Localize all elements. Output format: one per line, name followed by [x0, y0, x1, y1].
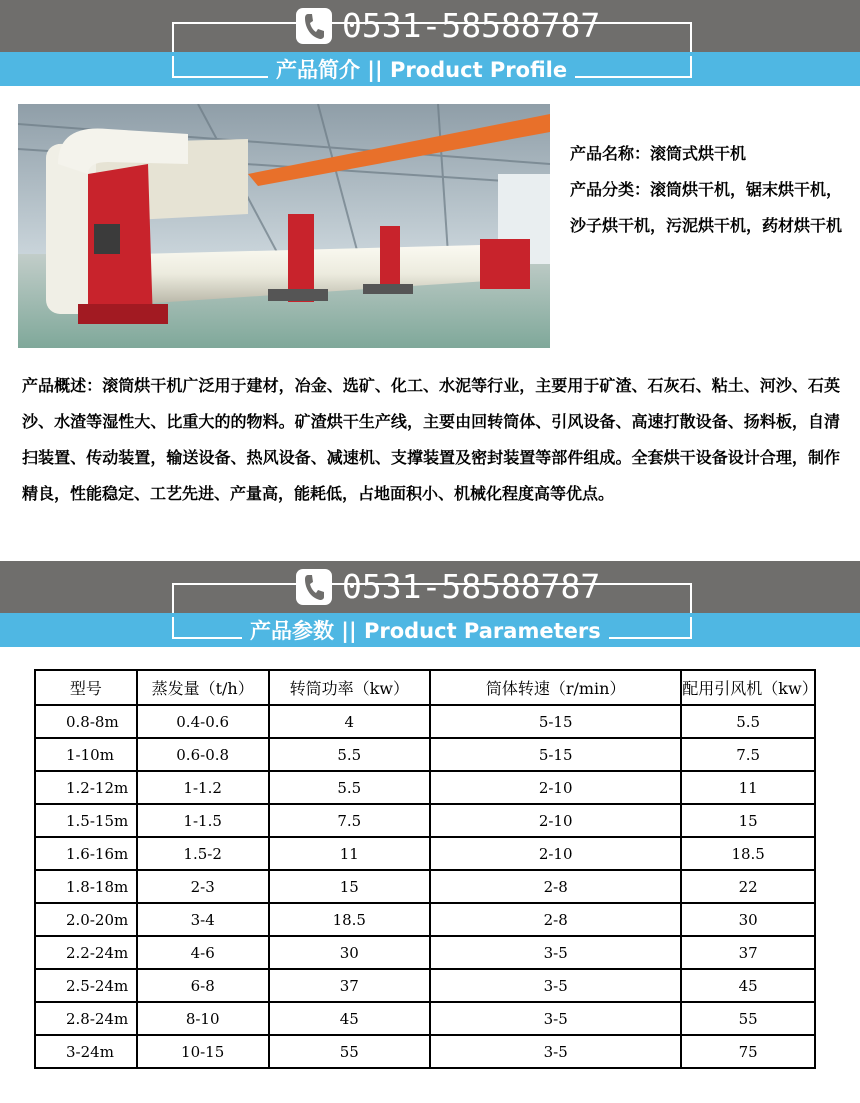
table-row: [35, 837, 815, 870]
phone-number: 0531-58588787: [342, 567, 601, 606]
table-cell: 2-8: [430, 903, 681, 936]
table-header-cell: 筒体转速（r/min）: [430, 670, 681, 705]
table-header-cell: 转筒功率（kw）: [269, 670, 431, 705]
table-cell: 1.8-18m: [35, 870, 137, 903]
table-cell: 2.2-24m: [35, 936, 137, 969]
table-cell: 18.5: [269, 903, 431, 936]
table-cell: 3-24m: [35, 1035, 137, 1068]
table-row: [35, 1035, 815, 1068]
table-cell: 1.5-15m: [35, 804, 137, 837]
phone-number: 0531-58588787: [342, 6, 601, 45]
table-cell: 15: [269, 870, 431, 903]
product-category-label: 产品分类：: [570, 180, 651, 199]
table-cell: 3-5: [430, 1035, 681, 1068]
table-row: [35, 738, 815, 771]
banner-product-parameters: [0, 561, 860, 643]
table-cell: 0.4-0.6: [137, 705, 269, 738]
table-cell: 6-8: [137, 969, 269, 1002]
table-cell: 1-1.5: [137, 804, 269, 837]
table-cell: 11: [269, 837, 431, 870]
table-header-cell: 配用引风机（kw）: [681, 670, 815, 705]
table-row: [35, 969, 815, 1002]
table-cell: 1.2-12m: [35, 771, 137, 804]
table-cell: 37: [269, 969, 431, 1002]
table-cell: 1.5-2: [137, 837, 269, 870]
table-cell: 55: [681, 1002, 815, 1035]
table-cell: 37: [681, 936, 815, 969]
product-category-value: 滚筒烘干机，锯末烘干机，沙子烘干机，污泥烘干机，药材烘干机: [570, 180, 843, 235]
table-cell: 11: [681, 771, 815, 804]
table-cell: 2-10: [430, 837, 681, 870]
table-body: [35, 705, 815, 1068]
product-name-value: 滚筒式烘干机: [650, 144, 747, 163]
table-cell: 2.8-24m: [35, 1002, 137, 1035]
table-cell: 2-3: [137, 870, 269, 903]
table-header-row: [35, 670, 815, 705]
table-row: [35, 804, 815, 837]
table-cell: 3-5: [430, 969, 681, 1002]
table-cell: 30: [269, 936, 431, 969]
table-cell: 0.8-8m: [35, 705, 137, 738]
table-row: [35, 936, 815, 969]
table-cell: 2-10: [430, 804, 681, 837]
table-cell: 30: [681, 903, 815, 936]
table-cell: 2-10: [430, 771, 681, 804]
section-title: 产品参数 || Product Parameters: [242, 615, 609, 647]
table-row: [35, 903, 815, 936]
overview-text: 滚筒烘干机广泛用于建材，冶金、选矿、化工、水泥等行业，主要用于矿渣、石灰石、粘土、河沙、石英沙、水渣等湿性大、比重大的的物料。矿渣烘干生产线，主要由回转筒体、引风设备、高速打散设备、扬料板，自清扫装置、传动装置，输送设备、热风设备、减速机、支撑装置及密封装置等部件组成。全套烘干设备设计合理，制作精良，性能稳定、工艺先进、产量高，能耗低，占地面积小、机械化程度高等优点。: [22, 376, 840, 503]
table-cell: 5.5: [269, 738, 431, 771]
table-cell: 45: [681, 969, 815, 1002]
banner-product-profile: [0, 0, 860, 82]
table-row: [35, 1002, 815, 1035]
table-cell: 3-5: [430, 1002, 681, 1035]
table-cell: 5-15: [430, 705, 681, 738]
table-row: [35, 705, 815, 738]
table-cell: 5.5: [681, 705, 815, 738]
section-title: 产品简介 || Product Profile: [268, 54, 575, 86]
table-cell: 3-4: [137, 903, 269, 936]
table-cell: 1-1.2: [137, 771, 269, 804]
table-header-cell: 型号: [35, 670, 137, 705]
product-name-line: [570, 136, 850, 172]
table-cell: 0.6-0.8: [137, 738, 269, 771]
table-cell: 7.5: [681, 738, 815, 771]
table-cell: 10-15: [137, 1035, 269, 1068]
overview-label: 产品概述：: [22, 376, 103, 395]
table-cell: 18.5: [681, 837, 815, 870]
table-cell: 8-10: [137, 1002, 269, 1035]
table-cell: 7.5: [269, 804, 431, 837]
table-cell: 55: [269, 1035, 431, 1068]
table-row: [35, 771, 815, 804]
table-cell: 45: [269, 1002, 431, 1035]
table-cell: 1.6-16m: [35, 837, 137, 870]
product-category-line: [570, 172, 850, 244]
product-overview: [22, 368, 840, 512]
table-header-cell: 蒸发量（t/h）: [137, 670, 269, 705]
table-cell: 4: [269, 705, 431, 738]
product-name-label: 产品名称：: [570, 144, 651, 163]
table-cell: 2.0-20m: [35, 903, 137, 936]
table-cell: 15: [681, 804, 815, 837]
table-cell: 5-15: [430, 738, 681, 771]
table-cell: 4-6: [137, 936, 269, 969]
table-cell: 75: [681, 1035, 815, 1068]
table-cell: 2.5-24m: [35, 969, 137, 1002]
phone-icon: [296, 8, 332, 44]
table-row: [35, 870, 815, 903]
product-photo: [18, 104, 550, 348]
phone-icon: [296, 569, 332, 605]
table-cell: 1-10m: [35, 738, 137, 771]
parameters-table: [34, 669, 816, 1069]
table-cell: 22: [681, 870, 815, 903]
product-info: [570, 136, 850, 244]
table-cell: 2-8: [430, 870, 681, 903]
table-cell: 3-5: [430, 936, 681, 969]
table-cell: 5.5: [269, 771, 431, 804]
